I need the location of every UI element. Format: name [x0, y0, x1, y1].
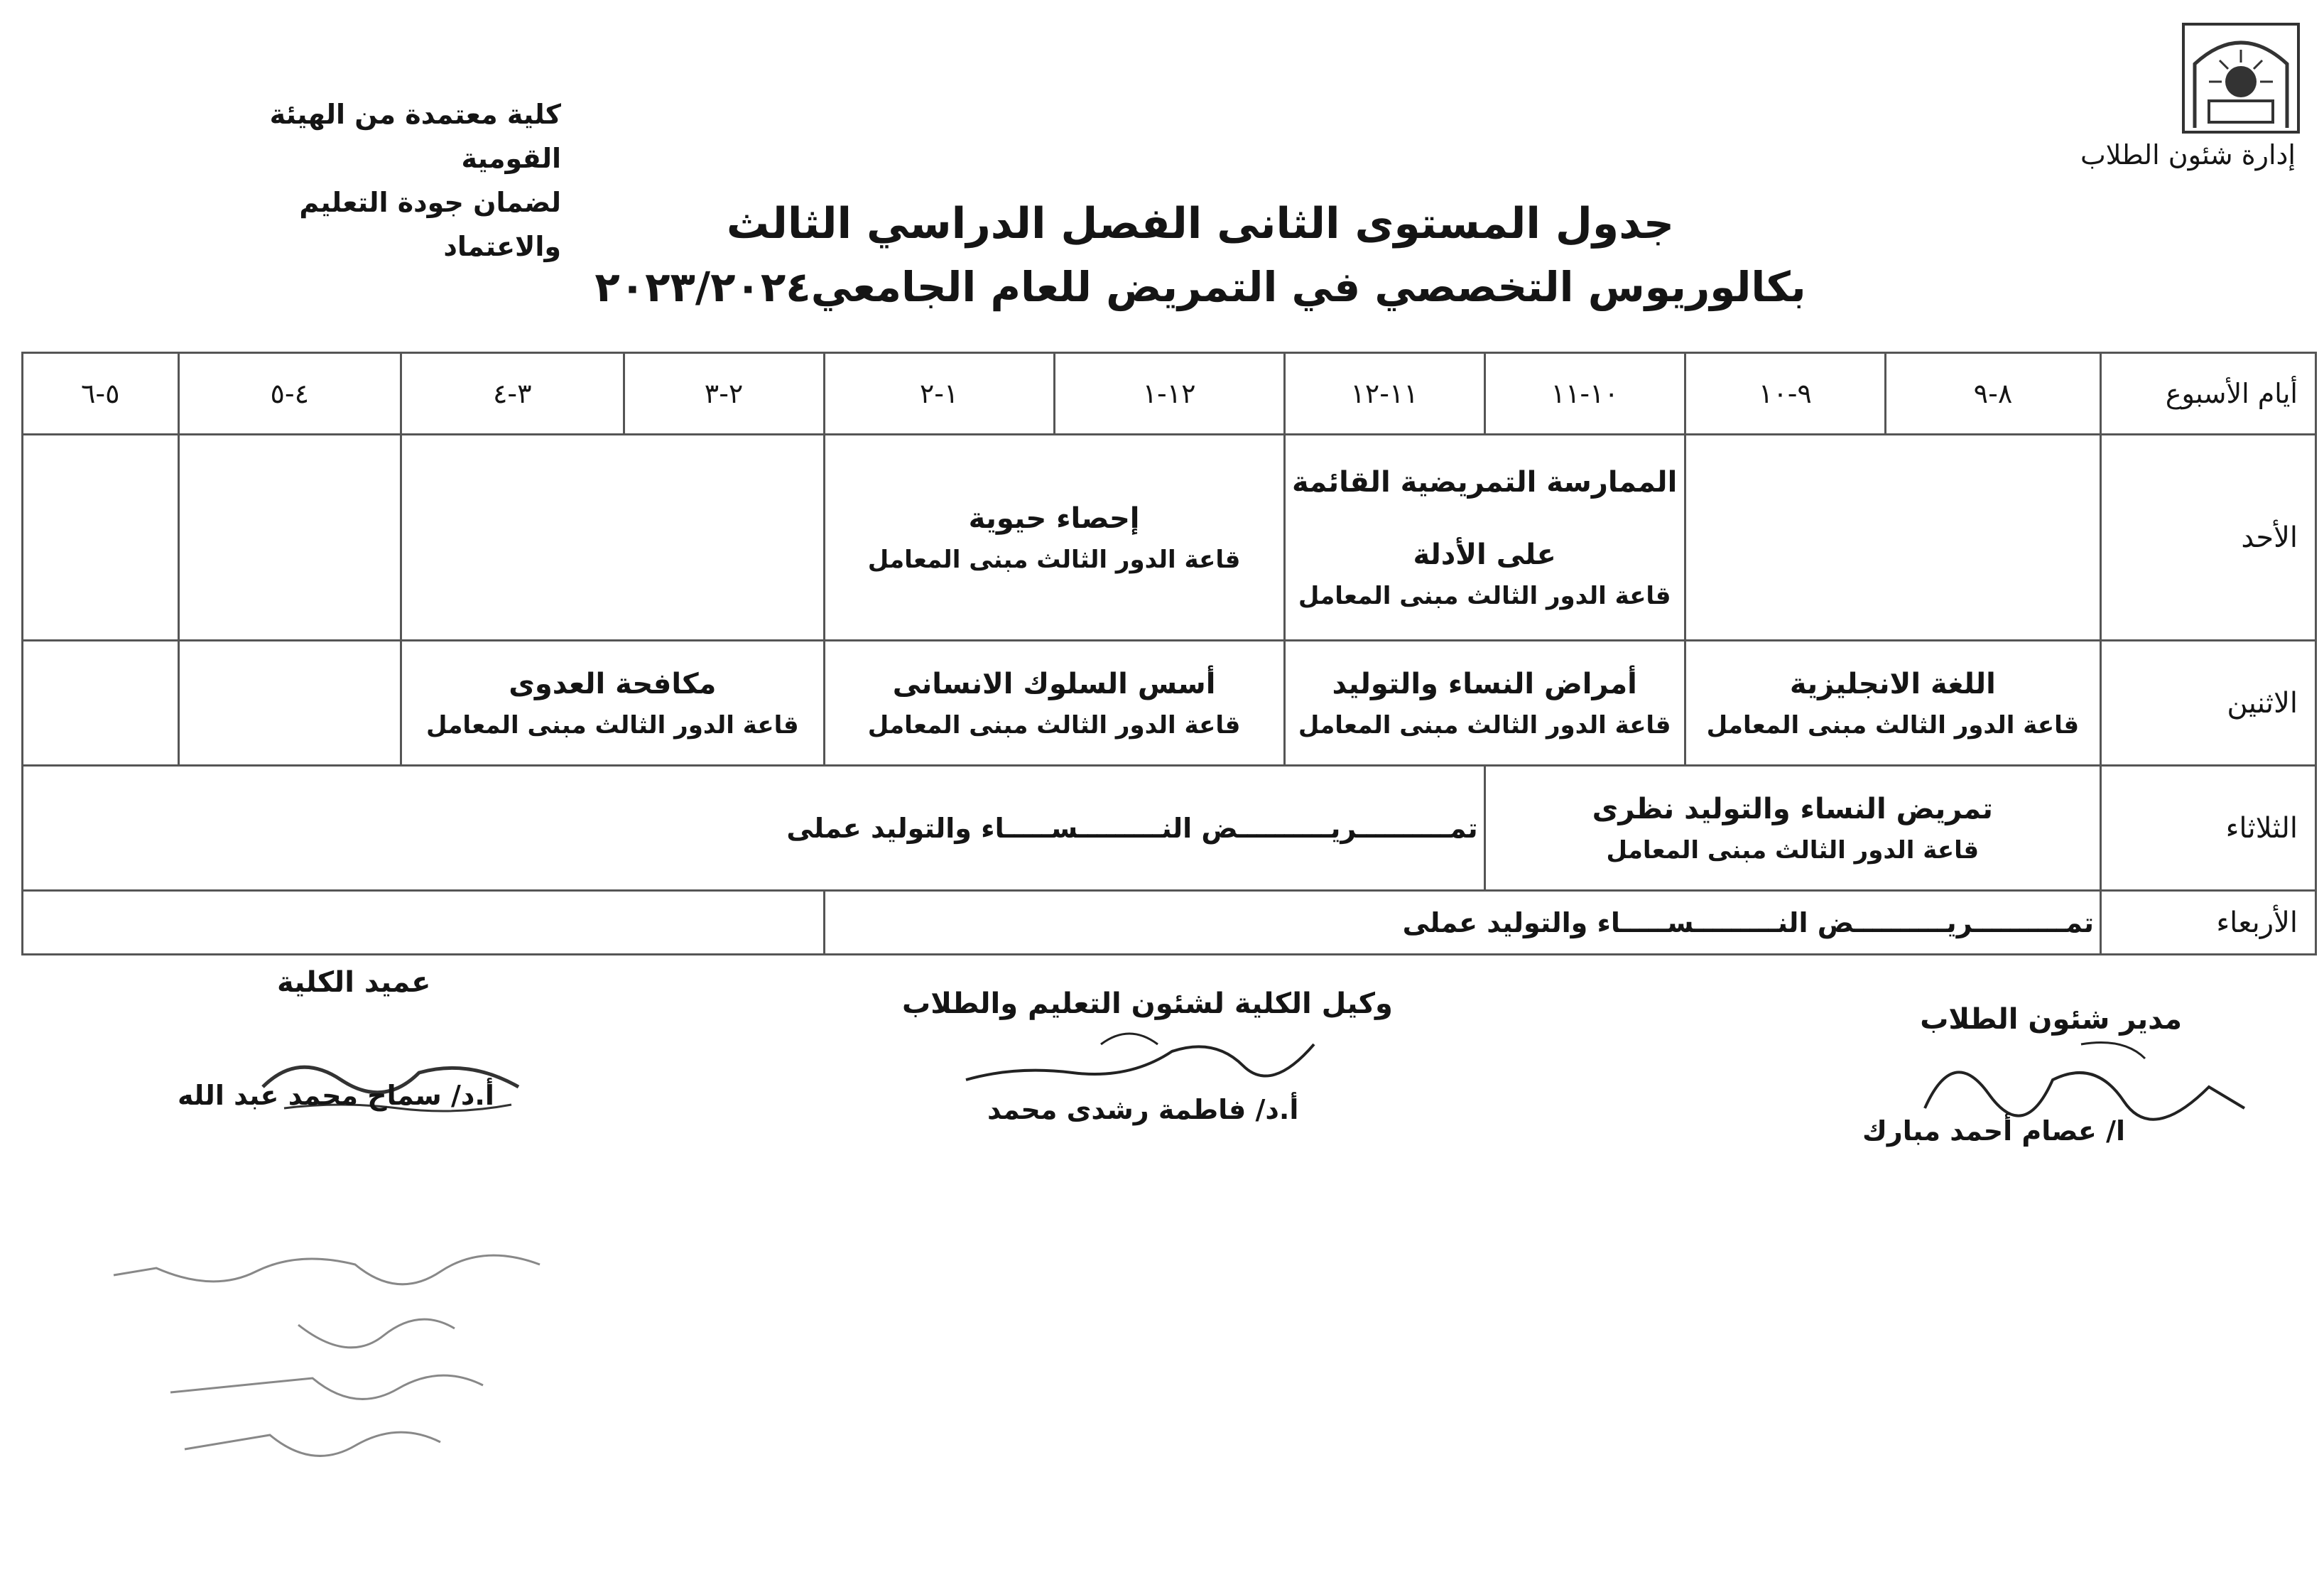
sunday-row	[23, 435, 2316, 641]
slot-3-4: ٣-٤	[401, 353, 624, 435]
wednesday-empty-afternoon	[23, 891, 825, 955]
sunday-ebp-cell	[1284, 435, 1685, 641]
handwritten-note	[85, 1236, 568, 1478]
tuesday-theory-cell	[1484, 766, 2100, 891]
slot-11-12: ١١-١٢	[1284, 353, 1484, 435]
ebp-subject-line2: على الأدلة	[1413, 538, 1556, 571]
slot-10-11: ١٠-١١	[1484, 353, 1685, 435]
wednesday-practical-cell: تمــــــــــريــــــــــض النـــــــــســـــاء والتوليد عملى	[824, 891, 2100, 955]
slot-9-10: ٩-١٠	[1685, 353, 1885, 435]
dean-name: أ.د/ سماح محمد عبد الله	[178, 1080, 494, 1111]
monday-obgyn-cell	[1284, 641, 1685, 766]
obgyn-subject: أمراض النساء والتوليد	[1332, 667, 1637, 700]
biostat-room: قاعة الدور الثالث مبنى المعامل	[867, 545, 1241, 574]
sunday-empty-5-6	[23, 435, 179, 641]
obgyn-nursing-theory: تمريض النساء والتوليد نظرى	[1592, 792, 1993, 825]
slot-12-1: ١٢-١	[1054, 353, 1284, 435]
monday-infection-cell	[401, 641, 825, 766]
wednesday-row	[23, 891, 2316, 955]
ebp-subject-line1: الممارسة التمريضية القائمة	[1292, 465, 1678, 499]
day-wednesday: الأربعاء	[2100, 891, 2315, 955]
monday-empty-4-5	[178, 641, 401, 766]
slot-2-3: ٢-٣	[624, 353, 824, 435]
sunday-empty-afternoon	[401, 435, 825, 641]
obgyn-room: قاعة الدور الثالث مبنى المعامل	[1298, 710, 1671, 740]
infection-room: قاعة الدور الثالث مبنى المعامل	[426, 710, 799, 740]
monday-row	[23, 641, 2316, 766]
slot-5-6: ٥-٦	[23, 353, 179, 435]
sunday-empty-4-5	[178, 435, 401, 641]
tuesday-practical-cell: تمــــــــــريــــــــــض النـــــــــســـــاء والتوليد عملى	[23, 766, 1485, 891]
schedule-title: جدول المستوى الثانى الفصل الدراسي الثالث	[726, 199, 1675, 249]
slot-8-9: ٨-٩	[1885, 353, 2100, 435]
sunday-empty-morning	[1685, 435, 2100, 641]
behavior-room: قاعة الدور الثالث مبنى المعامل	[867, 710, 1241, 740]
english-room: قاعة الدور الثالث مبنى المعامل	[1706, 710, 2080, 740]
tuesday-row	[23, 766, 2316, 891]
biostat-subject: إحصاء حيوية	[968, 502, 1140, 535]
day-monday: الاثنين	[2100, 641, 2315, 766]
monday-empty-5-6	[23, 641, 179, 766]
monday-english-cell	[1685, 641, 2100, 766]
schedule-subtitle: بكالوريوس التخصصي في التمريض للعام الجامعي٢٠٢٣/٢٠٢٤	[594, 263, 1806, 311]
behavior-subject: أسس السلوك الانسانى	[892, 667, 1216, 700]
dean-title: عميد الكلية	[277, 966, 431, 999]
days-header: أيام الأسبوع	[2100, 353, 2315, 435]
university-logo	[2181, 21, 2301, 135]
student-affairs-director-title: مدير شئون الطلاب	[1920, 1003, 2182, 1036]
header-row	[23, 353, 2316, 435]
ebp-room: قاعة الدور الثالث مبنى المعامل	[1298, 581, 1671, 610]
obgyn-nursing-theory-room: قاعة الدور الثالث مبنى المعامل	[1606, 835, 1980, 865]
day-tuesday: الثلاثاء	[2100, 766, 2315, 891]
slot-4-5: ٤-٥	[178, 353, 401, 435]
accreditation-line-2: لضمان جودة التعليم والاعتماد	[299, 187, 561, 262]
student-affairs-director-name: ا/ عصام أحمد مبارك	[1862, 1115, 2125, 1147]
day-sunday: الأحد	[2100, 435, 2315, 641]
sunday-biostat-cell	[824, 435, 1284, 641]
monday-behavior-cell	[824, 641, 1284, 766]
english-subject: اللغة الانجليزية	[1789, 667, 1996, 700]
slot-1-2: ١-٢	[824, 353, 1054, 435]
accreditation-line-1: كلية معتمدة من الهيئة القومية	[269, 99, 561, 174]
department-name: إدارة شئون الطلاب	[2080, 139, 2296, 170]
vice-dean-name: أ.د/ فاطمة رشدى محمد	[987, 1094, 1299, 1125]
schedule-table	[21, 352, 2317, 955]
vice-dean-title: وكيل الكلية لشئون التعليم والطلاب	[902, 987, 1393, 1020]
infection-subject: مكافحة العدوى	[509, 667, 717, 700]
